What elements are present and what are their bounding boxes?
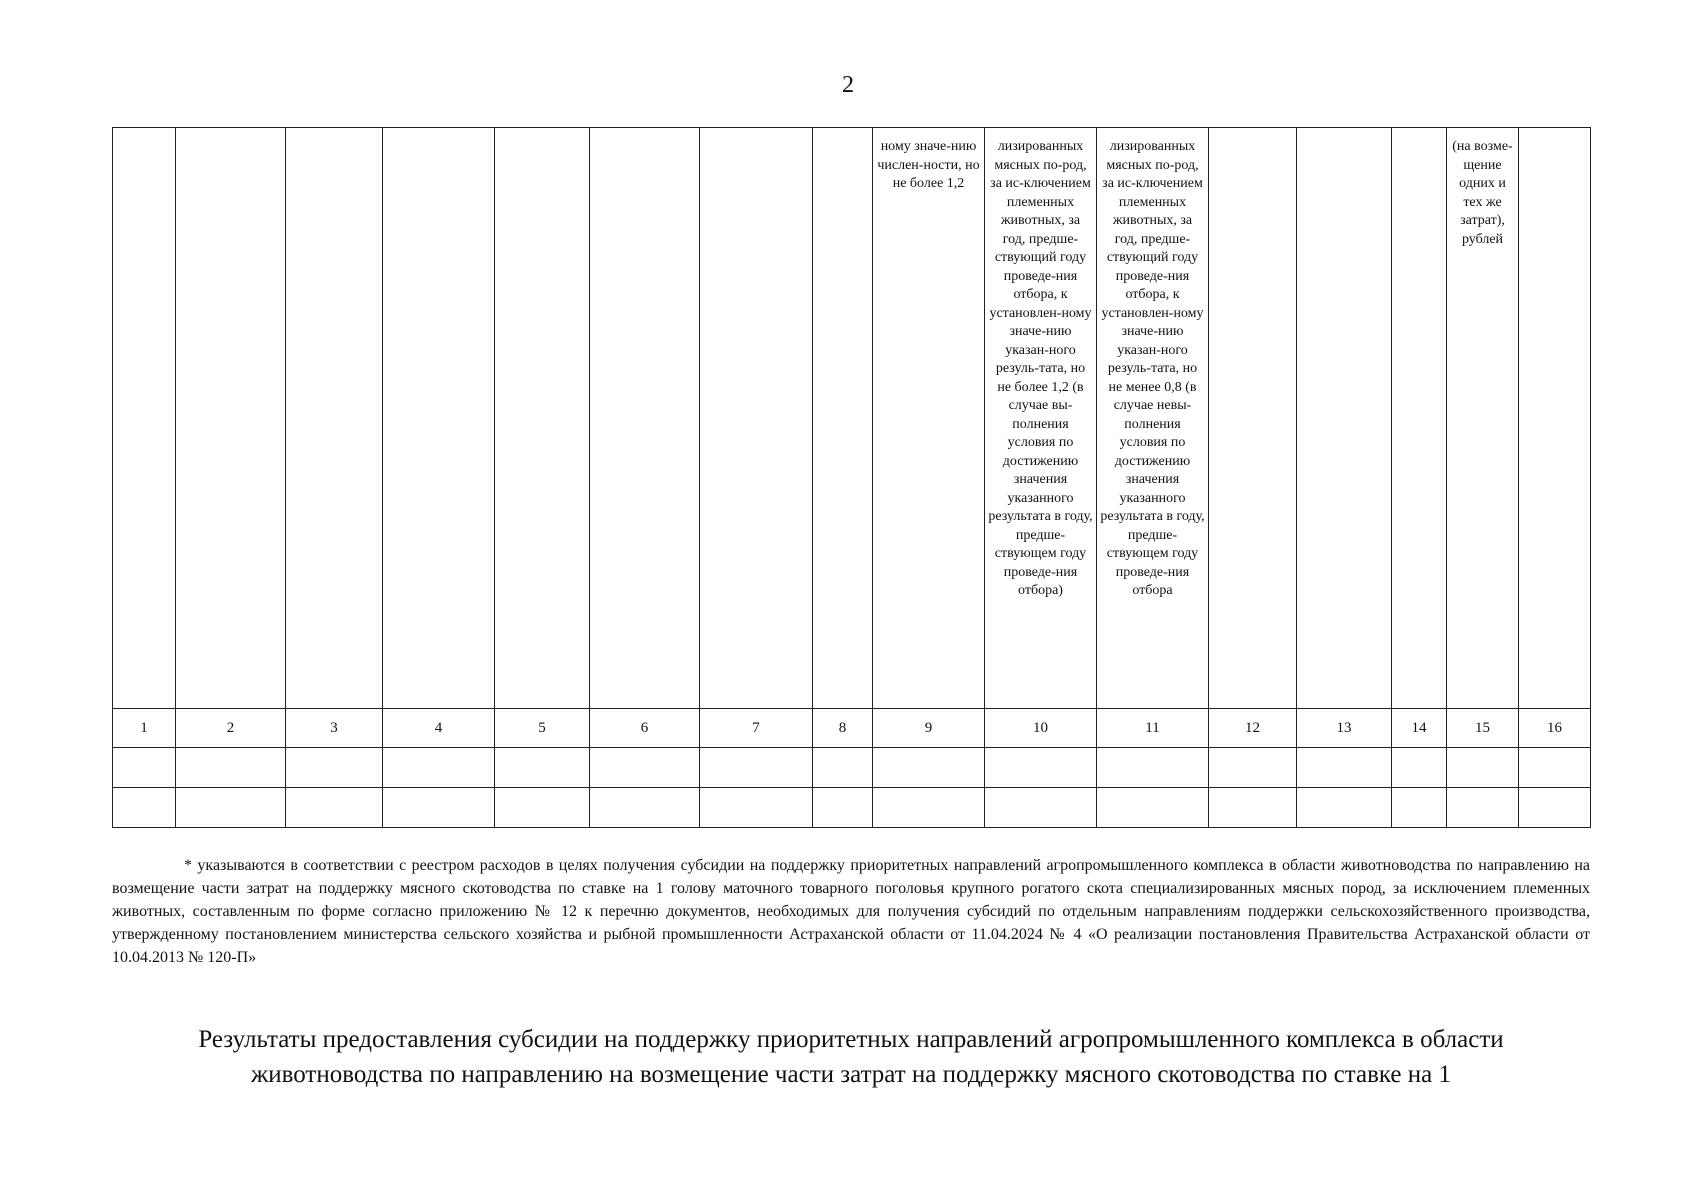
table-cell — [113, 748, 176, 788]
table-cell — [176, 788, 286, 828]
column-number: 5 — [495, 709, 590, 748]
table-cell — [985, 748, 1097, 788]
table-cell — [813, 788, 873, 828]
table-cell — [1097, 748, 1209, 788]
table-cell — [1392, 748, 1447, 788]
column-number: 9 — [873, 709, 985, 748]
header-cell-5 — [495, 128, 590, 709]
column-number: 4 — [383, 709, 495, 748]
table-cell — [383, 788, 495, 828]
column-number: 16 — [1519, 709, 1591, 748]
header-cell-8 — [813, 128, 873, 709]
table-cell — [590, 788, 700, 828]
header-cell-16 — [1519, 128, 1591, 709]
table-cell — [286, 748, 383, 788]
column-number: 14 — [1392, 709, 1447, 748]
table-cell — [873, 788, 985, 828]
column-number: 3 — [286, 709, 383, 748]
column-number-row — [113, 709, 1591, 748]
data-table — [112, 127, 1591, 828]
page-number: 2 — [842, 72, 854, 98]
section-heading: Результаты предоставления субсидии на поддержку приоритетных направлений агропромышленного комплекса в области животноводства по направлению на возмещение части затрат на поддержку мясного скотоводства по ставке на 1 — [198, 1026, 1504, 1088]
table-cell — [1447, 788, 1519, 828]
table-cell — [383, 748, 495, 788]
column-number: 2 — [176, 709, 286, 748]
table-cell — [113, 788, 176, 828]
header-cell-11: лизированных мясных по-род, за ис-ключением племенных животных, за год, предше-ствующий году проведе-ния отбора, к установлен-ному значе-нию указан-ного резуль-тата, но не менее 0,8 (в случае невы-полнения условия по достижению значения указанного результата в году, предше-ствующем году проведе-ния отбора — [1097, 128, 1209, 709]
table-cell — [1447, 748, 1519, 788]
table-cell — [700, 748, 813, 788]
table-header-row — [113, 128, 1591, 709]
table-row — [113, 748, 1591, 788]
table-cell — [1097, 788, 1209, 828]
table-cell — [1519, 748, 1591, 788]
header-cell-14 — [1392, 128, 1447, 709]
column-number: 15 — [1447, 709, 1519, 748]
column-number: 7 — [700, 709, 813, 748]
table-cell — [700, 788, 813, 828]
table-cell — [1297, 748, 1392, 788]
column-number: 11 — [1097, 709, 1209, 748]
column-number: 8 — [813, 709, 873, 748]
footnote: * указываются в соответствии с реестром расходов в целях получения субсидии на поддержку приоритетных направлений агропромышленного комплекса в области животноводства по направлению на возмещение части затрат на поддержку мясного скотоводства по ставке на 1 голову маточного товарного поголовья крупного рогатого скота специализированных мясных пород, за исключением племенных животных, составленным по форме согласно приложению № 12 к перечню документов, необходимых для получения субсидий по отдельным направлениям поддержки сельскохозяйственного производства, утвержденному постановлением министерства сельского хозяйства и рыбной промышленности Астраханской области от 11.04.2024 № 4 «О реализации постановления Правительства Астраханской области от 10.04.2013 № 120-П» — [112, 857, 1590, 966]
table-cell — [590, 748, 700, 788]
table-row — [113, 788, 1591, 828]
column-number: 13 — [1297, 709, 1392, 748]
table-cell — [813, 748, 873, 788]
header-cell-9: ному значе-нию числен-ности, но не более 1,2 — [873, 128, 985, 709]
data-table-container — [112, 127, 1591, 828]
table-cell — [495, 748, 590, 788]
header-cell-6 — [590, 128, 700, 709]
table-cell — [1392, 788, 1447, 828]
table-cell — [985, 788, 1097, 828]
table-cell — [1519, 788, 1591, 828]
header-cell-15: (на возме-щение одних и тех же затрат), рублей — [1447, 128, 1519, 709]
column-number: 1 — [113, 709, 176, 748]
table-cell — [495, 788, 590, 828]
table-cell — [1209, 748, 1297, 788]
table-cell — [1297, 788, 1392, 828]
table-cell — [286, 788, 383, 828]
header-cell-10: лизированных мясных по-род, за ис-ключением племенных животных, за год, предше-ствующий году проведе-ния отбора, к установлен-ному значе-нию указан-ного резуль-тата, но не более 1,2 (в случае вы-полнения условия по достижению значения указанного результата в году, предше-ствующем году проведе-ния отбора) — [985, 128, 1097, 709]
header-cell-1 — [113, 128, 176, 709]
table-cell — [1209, 788, 1297, 828]
table-cell — [176, 748, 286, 788]
column-number: 10 — [985, 709, 1097, 748]
column-number: 6 — [590, 709, 700, 748]
header-cell-3 — [286, 128, 383, 709]
header-cell-4 — [383, 128, 495, 709]
header-cell-7 — [700, 128, 813, 709]
header-cell-12 — [1209, 128, 1297, 709]
table-cell — [873, 748, 985, 788]
column-number: 12 — [1209, 709, 1297, 748]
header-cell-13 — [1297, 128, 1392, 709]
header-cell-2 — [176, 128, 286, 709]
